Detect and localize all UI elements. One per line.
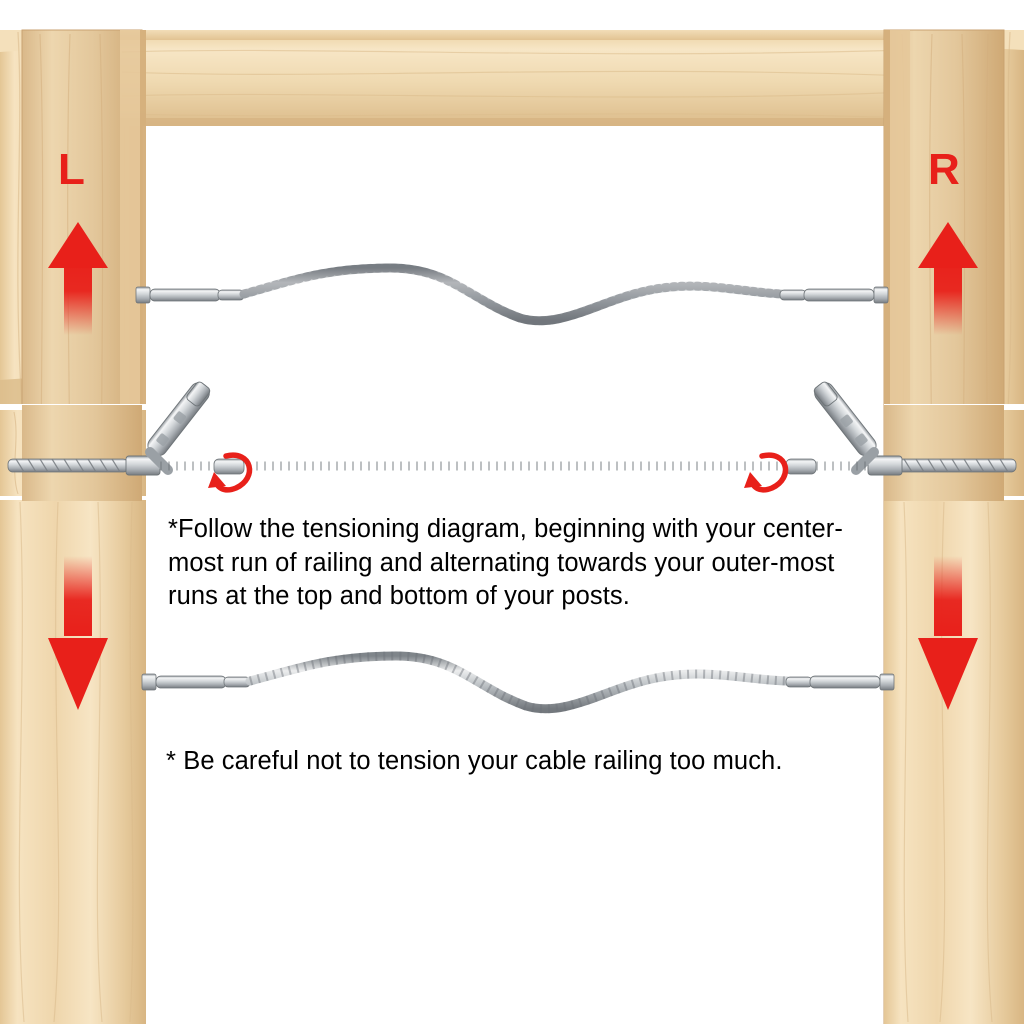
cable-fitting-top-right xyxy=(780,287,888,303)
right-side-label: R xyxy=(928,145,960,194)
tensioner-left xyxy=(144,379,213,470)
note-careful: * Be careful not to tension your cable railing too much. xyxy=(166,747,783,775)
rotation-arrow-right xyxy=(744,455,785,490)
cable-collar-left xyxy=(214,459,244,474)
tensioner-right xyxy=(811,379,880,470)
note-follow-diagram: *Follow the tensioning diagram, beginning with your center-most run of railing and alternating towards your outer-most runs at the top and bottom of your posts. xyxy=(168,515,843,611)
cable-run-bottom xyxy=(142,656,894,709)
cable-fitting-top-left xyxy=(136,287,244,303)
left-side-label: L xyxy=(58,145,85,194)
lag-screw-left xyxy=(8,456,160,475)
cable-collar-right xyxy=(786,459,816,474)
cable-fitting-bottom-left xyxy=(142,674,250,690)
cable-run-top xyxy=(136,268,888,321)
lag-screw-right xyxy=(868,456,1016,475)
cable-fitting-bottom-right xyxy=(786,674,894,690)
cable-run-center xyxy=(8,379,1016,475)
